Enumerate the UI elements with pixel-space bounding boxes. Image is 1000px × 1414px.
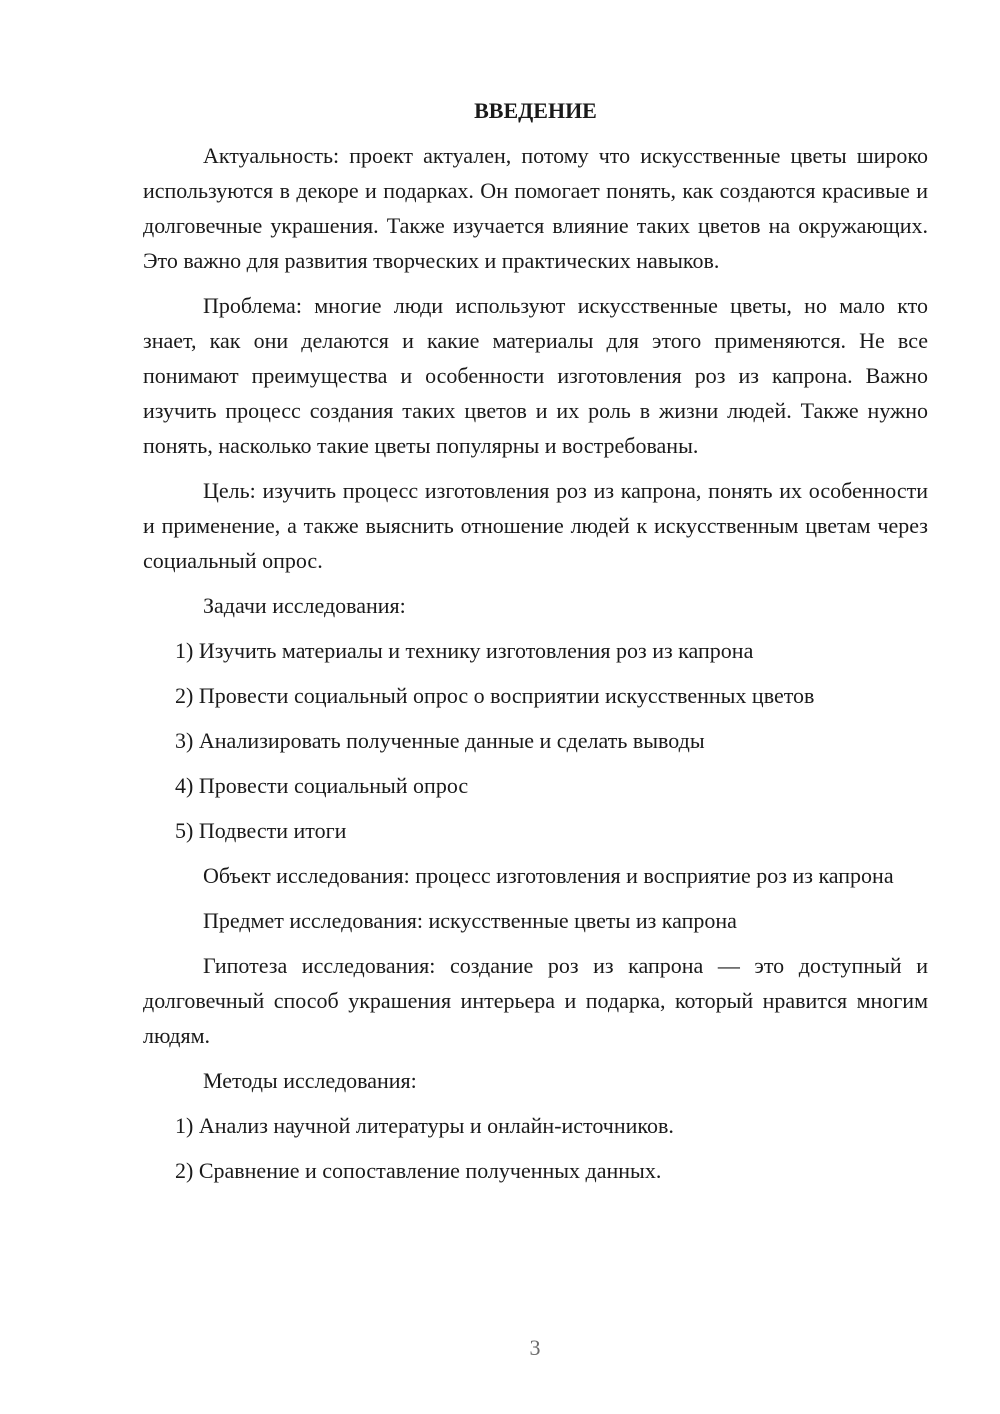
task-item: 1) Изучить материалы и технику изготовления роз из капрона (175, 638, 754, 663)
tasks-list (143, 633, 928, 848)
document-page (143, 96, 928, 1198)
tasks-heading: Задачи исследования: (203, 593, 406, 618)
problem-paragraph: Проблема: многие люди используют искусственные цветы, но мало кто знает, как они делаются и какие материалы для этого применяются. Не все понимают преимущества и особенности изготовления роз из капрона. Важно изучить процесс создания таких цветов и их роль в жизни людей. Также нужно понять, насколько такие цветы популярны и востребованы. (143, 293, 928, 458)
document-title: ВВЕДЕНИЕ (474, 98, 597, 123)
methods-list (143, 1108, 928, 1188)
task-item: 2) Провести социальный опрос о восприятии искусственных цветов (175, 683, 815, 708)
object-paragraph: Объект исследования: процесс изготовления и восприятие роз из капрона (203, 863, 894, 888)
hypothesis-paragraph: Гипотеза исследования: создание роз из капрона — это доступный и долговечный способ украшения интерьера и подарка, который нравится многим людям. (143, 953, 928, 1048)
page-number: 3 (529, 1335, 541, 1360)
method-item: 1) Анализ научной литературы и онлайн-источников. (175, 1113, 674, 1138)
relevance-paragraph: Актуальность: проект актуален, потому что искусственные цветы широко используются в декоре и подарках. Он помогает понять, как создаются красивые и долговечные украшения. Также изучается влияние таких цветов на окружающих. Это важно для развития творческих и практических навыков. (143, 143, 928, 273)
goal-paragraph: Цель: изучить процесс изготовления роз из капрона, понять их особенности и применение, а также выяснить отношение людей к искусственным цветам через социальный опрос. (143, 478, 928, 573)
task-item: 5) Подвести итоги (175, 818, 347, 843)
methods-heading: Методы исследования: (203, 1068, 417, 1093)
subject-paragraph: Предмет исследования: искусственные цветы из капрона (203, 908, 737, 933)
task-item: 3) Анализировать полученные данные и сделать выводы (175, 728, 705, 753)
task-item: 4) Провести социальный опрос (175, 773, 469, 798)
method-item: 2) Сравнение и сопоставление полученных данных. (175, 1158, 662, 1183)
